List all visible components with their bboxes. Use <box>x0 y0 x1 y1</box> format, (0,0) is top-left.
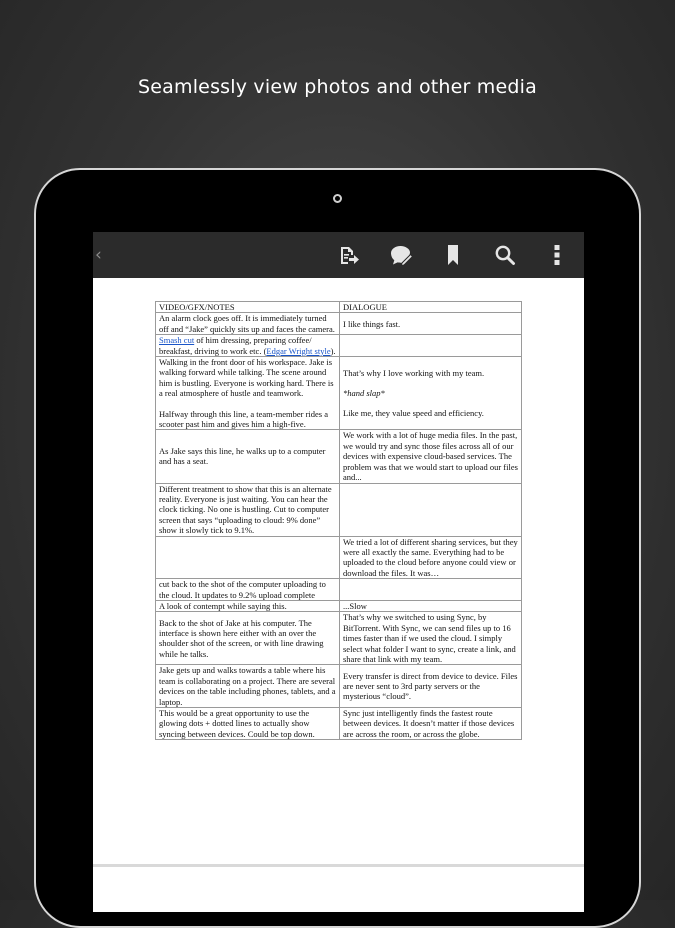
more-vert-icon <box>553 244 561 266</box>
table-row <box>156 612 522 665</box>
table-row <box>156 665 522 708</box>
dialogue-paragraph: That’s why I love working with my team. <box>343 367 485 378</box>
dialogue-cell <box>340 579 522 601</box>
script-table <box>155 301 522 740</box>
dialogue-paragraph: *hand slap* <box>343 388 385 399</box>
table-row <box>156 313 522 335</box>
notes-cell: Back to the shot of Jake at his computer. The interface is shown here either with an over the shoulder shot of the screen, or with line drawing while he talks. <box>156 612 340 665</box>
back-button[interactable]: ‹ <box>95 245 102 265</box>
annotate-button[interactable] <box>379 232 423 278</box>
table-row <box>156 335 522 357</box>
dialogue-cell: We tried a lot of different sharing services, but they were all exactly the same. Everything had to be uploaded to the cloud before anyone could view or download the files. It was… <box>340 536 522 579</box>
dialogue-cell <box>340 483 522 536</box>
share-button[interactable] <box>327 232 371 278</box>
notes-cell: As Jake says this line, he walks up to a computer and has a seat. <box>156 430 340 483</box>
notes-cell <box>156 335 340 357</box>
edgar-wright-link[interactable]: Edgar Wright style <box>266 345 331 356</box>
notes-cell: Jake gets up and walks towards a table where his team is collaborating on a project. There are several devices on the table including phones, tablets, and a laptop. <box>156 665 340 708</box>
dialogue-cell <box>340 357 522 430</box>
table-row <box>156 579 522 601</box>
table-header-row <box>156 302 522 313</box>
share-icon <box>338 244 360 266</box>
camera-icon <box>333 194 342 203</box>
notes-paragraph: Walking in the front door of his workspace. Jake is walking forward while talking. The scene around him is bustling. Everyone is working hard. There is a real atmosphere of hustle and teamwork. <box>159 357 334 399</box>
notes-cell: A look of contempt while saying this. <box>156 600 340 611</box>
notes-cell: cut back to the shot of the computer uploading to the cloud. It updates to 9.2% upload complete <box>156 579 340 601</box>
more-options-button[interactable] <box>535 232 579 278</box>
notes-text: of him dressing, preparing coffee/ breakfast, driving to work etc. ( <box>159 335 312 356</box>
table-row <box>156 600 522 611</box>
search-icon <box>494 244 516 266</box>
headline: Seamlessly view photos and other media <box>138 76 537 98</box>
notes-cell: Different treatment to show that this is an alternate reality. Everyone is just waiting. You can hear the clock ticking. No one is hustling. Cut to computer screen that says “uploading to cloud: 9% done” show it slowly tick to 9.1%. <box>156 483 340 536</box>
bookmark-icon <box>446 244 460 266</box>
dialogue-cell: ...Slow <box>340 600 522 611</box>
dialogue-paragraph: Like me, they value speed and efficiency. <box>343 408 484 419</box>
table-row <box>156 483 522 536</box>
notes-cell: This would be a great opportunity to use the glowing dots + dotted lines to actually show syncing between devices. Could be top down. <box>156 708 340 740</box>
notes-cell <box>156 357 340 430</box>
document-viewer[interactable] <box>93 232 584 912</box>
dialogue-cell: Sync just intelligently finds the fastest route between devices. It doesn’t matter if those devices are across the room, or across the globe. <box>340 708 522 740</box>
toolbar <box>93 232 584 278</box>
smash-cut-link[interactable]: Smash cut <box>159 335 195 346</box>
notes-text: ). <box>330 345 336 356</box>
dialogue-cell: That’s why we switched to using Sync, by BitTorrent. With Sync, we can send files up to 16 times faster than if we used the cloud. I simply select what folder I want to sync, create a link, and share that link with my team. <box>340 612 522 665</box>
page-divider <box>93 864 584 867</box>
table-row <box>156 430 522 483</box>
notes-paragraph: Halfway through this line, a team-member rides a scooter past him and gives him a high-five. <box>159 408 328 430</box>
dialogue-cell: I like things fast. <box>340 313 522 335</box>
bookmark-button[interactable] <box>431 232 475 278</box>
column-header: DIALOGUE <box>340 302 522 313</box>
table-row <box>156 536 522 579</box>
dialogue-cell: Every transfer is direct from device to device. Files are never sent to 3rd party servers or the mysterious “cloud”. <box>340 665 522 708</box>
table-row <box>156 357 522 430</box>
dialogue-cell: We work with a lot of huge media files. In the past, we would try and sync those files across all of our devices with expensive cloud-based services. The problem was that we would start to upload our files and... <box>340 430 522 483</box>
column-header: VIDEO/GFX/NOTES <box>156 302 340 313</box>
notes-cell <box>156 536 340 579</box>
notes-cell: An alarm clock goes off. It is immediately turned off and “Jake” quickly sits up and faces the camera. <box>156 313 340 335</box>
table-row <box>156 708 522 740</box>
dialogue-cell <box>340 335 522 357</box>
annotate-icon <box>389 244 413 266</box>
search-button[interactable] <box>483 232 527 278</box>
